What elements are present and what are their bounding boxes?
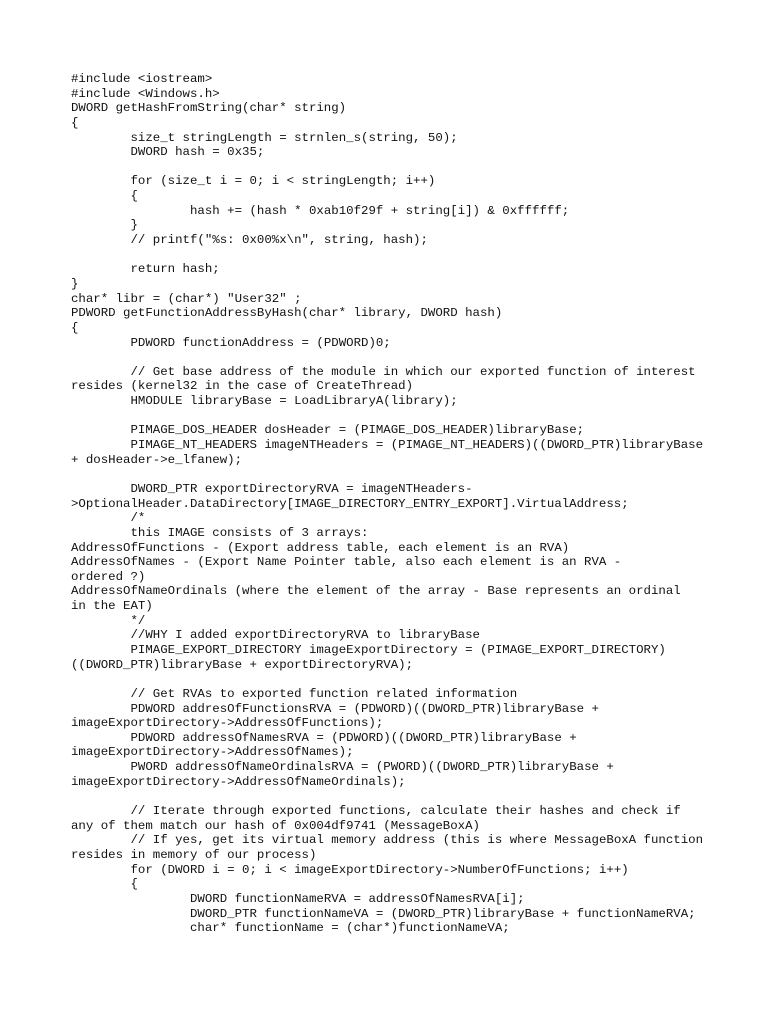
code-line: imageExportDirectory->AddressOfNameOrdinals); xyxy=(71,774,406,789)
code-line xyxy=(71,160,711,175)
code-line: AddressOfFunctions - (Export address table, each element is an RVA) xyxy=(71,540,570,555)
code-line: char* libr = (char*) "User32" ; xyxy=(71,291,302,306)
code-listing xyxy=(71,72,711,936)
code-line: DWORD_PTR functionNameVA = (DWORD_PTR)libraryBase + functionNameRVA; xyxy=(71,906,696,921)
code-line: this IMAGE consists of 3 arrays: xyxy=(71,525,369,540)
code-line: size_t stringLength = strnlen_s(string, 50); xyxy=(71,130,458,145)
code-line xyxy=(71,467,711,482)
code-line: + dosHeader->e_lfanew); xyxy=(71,452,243,467)
code-line: char* functionName = (char*)functionNameVA; xyxy=(71,921,510,936)
code-line: PWORD addressOfNameOrdinalsRVA = (PWORD)((DWORD_PTR)libraryBase + xyxy=(71,760,614,775)
code-line: DWORD functionNameRVA = addressOfNamesRVA[i]; xyxy=(71,891,525,906)
code-line: in the EAT) xyxy=(71,599,153,614)
code-line: PDWORD addressOfNamesRVA = (PDWORD)((DWORD_PTR)libraryBase + xyxy=(71,730,577,745)
code-line: DWORD hash = 0x35; xyxy=(71,145,265,160)
code-line: { xyxy=(71,115,79,130)
code-line: ordered ?) xyxy=(71,569,146,584)
code-line: // Iterate through exported functions, calculate their hashes and check if xyxy=(71,804,681,819)
code-line xyxy=(71,350,711,365)
code-line: imageExportDirectory->AddressOfNames); xyxy=(71,745,354,760)
code-line: PDWORD functionAddress = (PDWORD)0; xyxy=(71,335,391,350)
code-line: any of them match our hash of 0x004df9741 (MessageBoxA) xyxy=(71,818,480,833)
code-line: for (size_t i = 0; i < stringLength; i++) xyxy=(71,174,436,189)
code-line: >OptionalHeader.DataDirectory[IMAGE_DIRECTORY_ENTRY_EXPORT].VirtualAddress; xyxy=(71,496,629,511)
code-line: // printf("%s: 0x00%x\n", string, hash); xyxy=(71,233,428,248)
code-line: DWORD getHashFromString(char* string) xyxy=(71,101,347,116)
code-line: //WHY I added exportDirectoryRVA to libraryBase xyxy=(71,628,480,643)
code-line: return hash; xyxy=(71,262,220,277)
code-line: { xyxy=(71,877,138,892)
code-line: */ xyxy=(71,613,146,628)
code-line: PIMAGE_DOS_HEADER dosHeader = (PIMAGE_DOS_HEADER)libraryBase; xyxy=(71,423,585,438)
code-line: /* xyxy=(71,511,146,526)
code-line: PIMAGE_EXPORT_DIRECTORY imageExportDirectory = (PIMAGE_EXPORT_DIRECTORY) xyxy=(71,642,666,657)
code-line: PDWORD addresOfFunctionsRVA = (PDWORD)((DWORD_PTR)libraryBase + xyxy=(71,701,599,716)
code-line xyxy=(71,672,711,687)
code-line: HMODULE libraryBase = LoadLibraryA(library); xyxy=(71,394,458,409)
code-line: } xyxy=(71,276,79,291)
code-line: { xyxy=(71,189,138,204)
code-line: for (DWORD i = 0; i < imageExportDirectory->NumberOfFunctions; i++) xyxy=(71,862,629,877)
code-line: hash += (hash * 0xab10f29f + string[i]) & 0xffffff; xyxy=(71,203,570,218)
code-line xyxy=(71,248,711,263)
code-line: // Get base address of the module in which our exported function of interest xyxy=(71,364,696,379)
code-line xyxy=(71,789,711,804)
code-line: #include <iostream> xyxy=(71,72,213,86)
code-line: DWORD_PTR exportDirectoryRVA = imageNTHeaders- xyxy=(71,481,473,496)
code-line: } xyxy=(71,218,138,233)
code-line: AddressOfNameOrdinals (where the element of the array - Base represents an ordinal xyxy=(71,584,681,599)
code-line xyxy=(71,409,711,424)
code-line: ((DWORD_PTR)libraryBase + exportDirectoryRVA); xyxy=(71,657,414,672)
code-line: // Get RVAs to exported function related information xyxy=(71,686,518,701)
code-line: imageExportDirectory->AddressOfFunctions); xyxy=(71,716,384,731)
code-line: resides (kernel32 in the case of CreateThread) xyxy=(71,379,414,394)
code-line: #include <Windows.h> xyxy=(71,86,220,101)
code-line: PDWORD getFunctionAddressByHash(char* library, DWORD hash) xyxy=(71,306,503,321)
code-line: // If yes, get its virtual memory address (this is where MessageBoxA function xyxy=(71,833,704,848)
code-line: { xyxy=(71,320,79,335)
code-line: AddressOfNames - (Export Name Pointer table, also each element is an RVA - xyxy=(71,555,622,570)
code-line: PIMAGE_NT_HEADERS imageNTHeaders = (PIMAGE_NT_HEADERS)((DWORD_PTR)libraryBase xyxy=(71,438,704,453)
code-line: resides in memory of our process) xyxy=(71,847,317,862)
